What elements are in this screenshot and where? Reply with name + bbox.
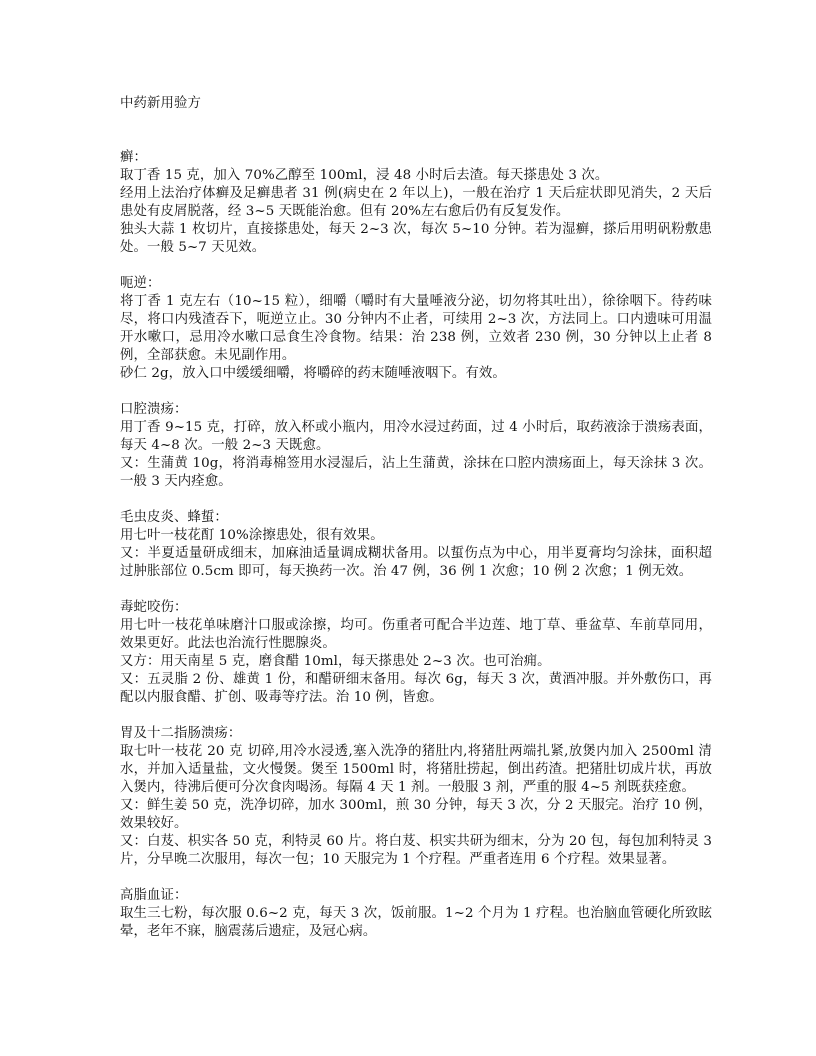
- paragraph: 取七叶一枝花 20 克 切碎,用冷水浸透,塞入洗净的猪肚内,将猪肚两端扎紧,放煲内加入 2500ml 清水，并加入适量盐，文火慢煲。煲至 1500ml 时，将猪肚捞起，倒出药渣。把猪肚切成片状，再放入煲内，待沸后便可分次食肉喝汤。每隔 4 天 1 剂。一般服 3 剂，严重的服 4~5 剂既获痊愈。: [120, 744, 712, 795]
- section-heading: 毒蛇咬伤：: [120, 600, 188, 615]
- document-page: [120, 95, 712, 959]
- section-heading: 胃及十二指肠溃疡：: [120, 726, 242, 741]
- paragraph: 又：生蒲黄 10g，将消毒棉签用水浸湿后，沾上生蒲黄，涂抹在口腔内溃疡面上，每天涂抹 3 次。一般 3 天内痊愈。: [120, 456, 712, 489]
- section-snake-bite: [120, 599, 712, 707]
- section-hiccup: [120, 275, 712, 383]
- document-title: 中药新用验方: [120, 96, 201, 111]
- paragraph: 取丁香 15 克，加入 70%乙醇至 100ml，浸 48 小时后去渣。每天搽患处 3 次。: [120, 168, 609, 183]
- paragraph: 将丁香 1 克左右（10~15 粒），细嚼（嚼时有大量唾液分泌，切勿将其吐出），徐徐咽下。待药味尽，将口内残渣吞下，呃逆立止。30 分钟内不止者，可续用 2~3 次，方法同上。口内遗味可用温开水嗽口，忌用冷水嗽口忌食生冷食物。结果：治 238 例，立效者 230 例，30 分钟以上止者 8 例，全部获愈。未见副作用。: [120, 294, 712, 363]
- paragraph: 又方：用天南星 5 克，磨食醋 10ml，每天搽患处 2~3 次。也可治痈。: [120, 654, 551, 669]
- section-heading: 呃逆：: [120, 276, 161, 291]
- section-heading: 毛虫皮炎、蜂蜇：: [120, 510, 228, 525]
- paragraph: 独头大蒜 1 枚切片，直接搽患处，每天 2~3 次，每次 5~10 分钟。若为湿癣，搽后用明矾粉敷患处。一般 5~7 天见效。: [120, 222, 712, 255]
- paragraph: 用七叶一枝花酊 10%涂擦患处，很有效果。: [120, 528, 384, 543]
- section-tinea: [120, 149, 712, 257]
- section-heading: 口腔溃疡：: [120, 402, 188, 417]
- section-peptic-ulcer: [120, 725, 712, 869]
- section-hyperlipidemia: [120, 887, 712, 941]
- paragraph: 砂仁 2g，放入口中缓缓细嚼，将嚼碎的药末随唾液咽下。有效。: [120, 366, 506, 381]
- section-oral-ulcer: [120, 401, 712, 491]
- section-heading: 高脂血证：: [120, 888, 188, 903]
- section-heading: 癣：: [120, 150, 147, 165]
- paragraph: 又：白芨、枳实各 50 克，利特灵 60 片。将白芨、枳实共研为细末，分为 20 包，每包加利特灵 3 片，分早晚二次服用，每次一包；10 天服完为 1 个疗程。严重者连用 6 个疗程。效果显著。: [120, 834, 712, 867]
- paragraph: 又：鲜生姜 50 克，洗净切碎，加水 300ml，煎 30 分钟，每天 3 次，分 2 天服完。治疗 10 例，效果较好。: [120, 798, 712, 831]
- paragraph: 用丁香 9~15 克，打碎，放入杯或小瓶内，用冷水浸过药面，过 4 小时后，取药液涂于溃疡表面，每天 4~8 次。一般 2~3 天既愈。: [120, 420, 712, 453]
- paragraph: 又：半夏适量研成细末，加麻油适量调成糊状备用。以蜇伤点为中心，用半夏膏均匀涂抹，面积超过肿胀部位 0.5cm 即可，每天换药一次。治 47 例，36 例 1 次愈；10 例 2 次愈；1 例无效。: [120, 546, 712, 579]
- paragraph: 用七叶一枝花单味磨汁口服或涂擦，均可。伤重者可配合半边莲、地丁草、垂盆草、车前草同用，效果更好。此法也治流行性腮腺炎。: [120, 618, 712, 651]
- paragraph: 取生三七粉，每次服 0.6~2 克，每天 3 次，饭前服。1~2 个月为 1 疗程。也治脑血管硬化所致眩晕，老年不寐，脑震荡后遗症，及冠心病。: [120, 906, 712, 939]
- section-caterpillar-dermatitis: [120, 509, 712, 581]
- paragraph: 经用上法治疗体癣及足癣患者 31 例(病史在 2 年以上)，一般在治疗 1 天后症状即见消失，2 天后患处有皮屑脱落，经 3~5 天既能治愈。但有 20%左右愈后仍有反复发作。: [120, 186, 712, 219]
- paragraph: 又：五灵脂 2 份、雄黄 1 份，和醋研细末备用。每次 6g，每天 3 次，黄酒冲服。并外敷伤口，再配以内服食醋、扩创、吸毒等疗法。治 10 例，皆愈。: [120, 672, 712, 705]
